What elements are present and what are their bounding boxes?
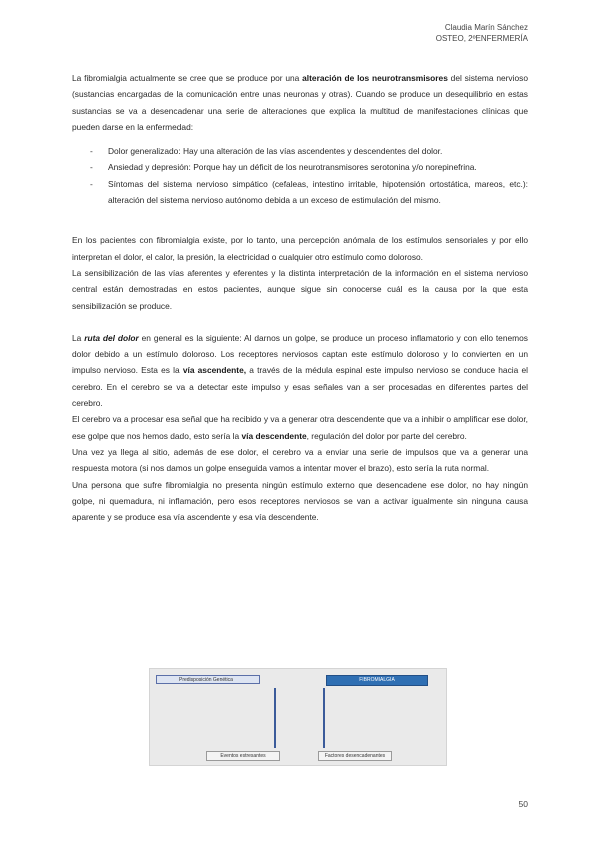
paragraph-fibromyalgia: Una persona que sufre fibromialgia no presenta ningún estímulo externo que desencadene ese dolor, no hay ningún golpe, ni quemadura, ni inflamación, pero esos receptores nerviosos se van a activar igualmente sin ninguna causa aparente y se produce esa vía ascendente y esa vía descendente. <box>72 479 528 523</box>
list-item: - Ansiedad y depresión: Porque hay un déficit de los neurotransmisores serotonina y/o norepinefrina. <box>72 159 528 175</box>
list-item: - Dolor generalizado: Hay una alteración de las vías ascendentes y descendentes del dolor. <box>72 143 528 159</box>
main-text <box>72 70 528 525</box>
descending-term: vía descendente <box>241 430 307 441</box>
paragraph-motor: Una vez ya llega al sitio, además de ese dolor, el cerebro va a enviar una serie de impulsos que va a generar una respuesta motora (si nos damos un golpe enseguida vamos a intentar mover el brazo), esto sería la ruta normal. <box>72 446 528 474</box>
fibromyalgia-box: FIBROMIALGIA <box>326 675 428 686</box>
predisposition-box: Predisposición Genética <box>156 675 260 684</box>
header-course: OSTEO, 2ºENFERMERÍA <box>435 34 528 43</box>
ascending-term: vía ascendente, <box>182 365 247 376</box>
page-header <box>436 22 528 44</box>
paragraph-pain-route: La ruta del dolor en general es la siguiente: Al darnos un golpe, se produce un proceso inflamatorio y con ello tenemos dolor debido a un estímulo doloroso. Los receptores nerviosos captan este estímulo doloroso y lo convierten en un impulso nervioso. Esta es la vía ascendente, a través de la médula espinal este impulso nervioso se conduce hacia el cerebro. En el cerebro se va a detectar este impulso y esas señales van a ser procesadas en diferentes partes del cerebro. <box>72 332 528 409</box>
fibromyalgia-diagram <box>149 668 447 766</box>
header-author: Claudia Marín Sánchez <box>444 23 528 32</box>
connector-line <box>274 688 276 748</box>
page-number: 50 <box>518 799 528 809</box>
intro-bold: alteración de los neurotransmisores <box>302 73 448 83</box>
pain-route-term: ruta del dolor <box>84 332 139 343</box>
connector-line <box>323 688 325 748</box>
symptom-list <box>72 143 528 208</box>
paragraph-descending: El cerebro va a procesar esa señal que ha recibido y va a generar otra descendente que va a inhibir o amplificar ese dolor, ese golpe que nos hemos dado, esto sería la vía descendente, regulación del dolor por parte del cerebro. <box>72 414 528 441</box>
paragraph-sensitization: La sensibilización de las vías aferentes y eferentes y la distinta interpretación de la información en el sistema nervioso central están demostradas en estos pacientes, aunque sigue sin conocerse cuál es la causa por la que esta sensibilización se produce. <box>72 267 528 311</box>
paragraph-perception: En los pacientes con fibromialgia existe, por lo tanto, una percepción anómala de los estímulos sensoriales y por ello interpretan el dolor, el calor, la presión, la electricidad o cualquier otro estímulo como doloroso. <box>72 235 528 262</box>
intro-paragraph: La fibromialgia actualmente se cree que se produce por una alteración de los neurotransmisores del sistema nervioso (sustancias encargadas de la comunicación entre unas neuronas y otras). Cuando se produce un desequilibrio en estas sustancias se va a desencadenar una serie de alteraciones que explica la multitud de manifestaciones clínicas que pueden darse en la enfermedad: <box>72 73 528 132</box>
list-item: - Síntomas del sistema nervioso simpático (cefaleas, intestino irritable, hipotensión ortostática, mareos, etc.): alteración del sistema nervioso autónomo debida a un exceso de estimulación del mismo. <box>72 176 528 209</box>
stressful-events-box: Eventos estresantes <box>206 751 280 761</box>
triggers-box: Factores desencadenantes <box>318 751 392 761</box>
